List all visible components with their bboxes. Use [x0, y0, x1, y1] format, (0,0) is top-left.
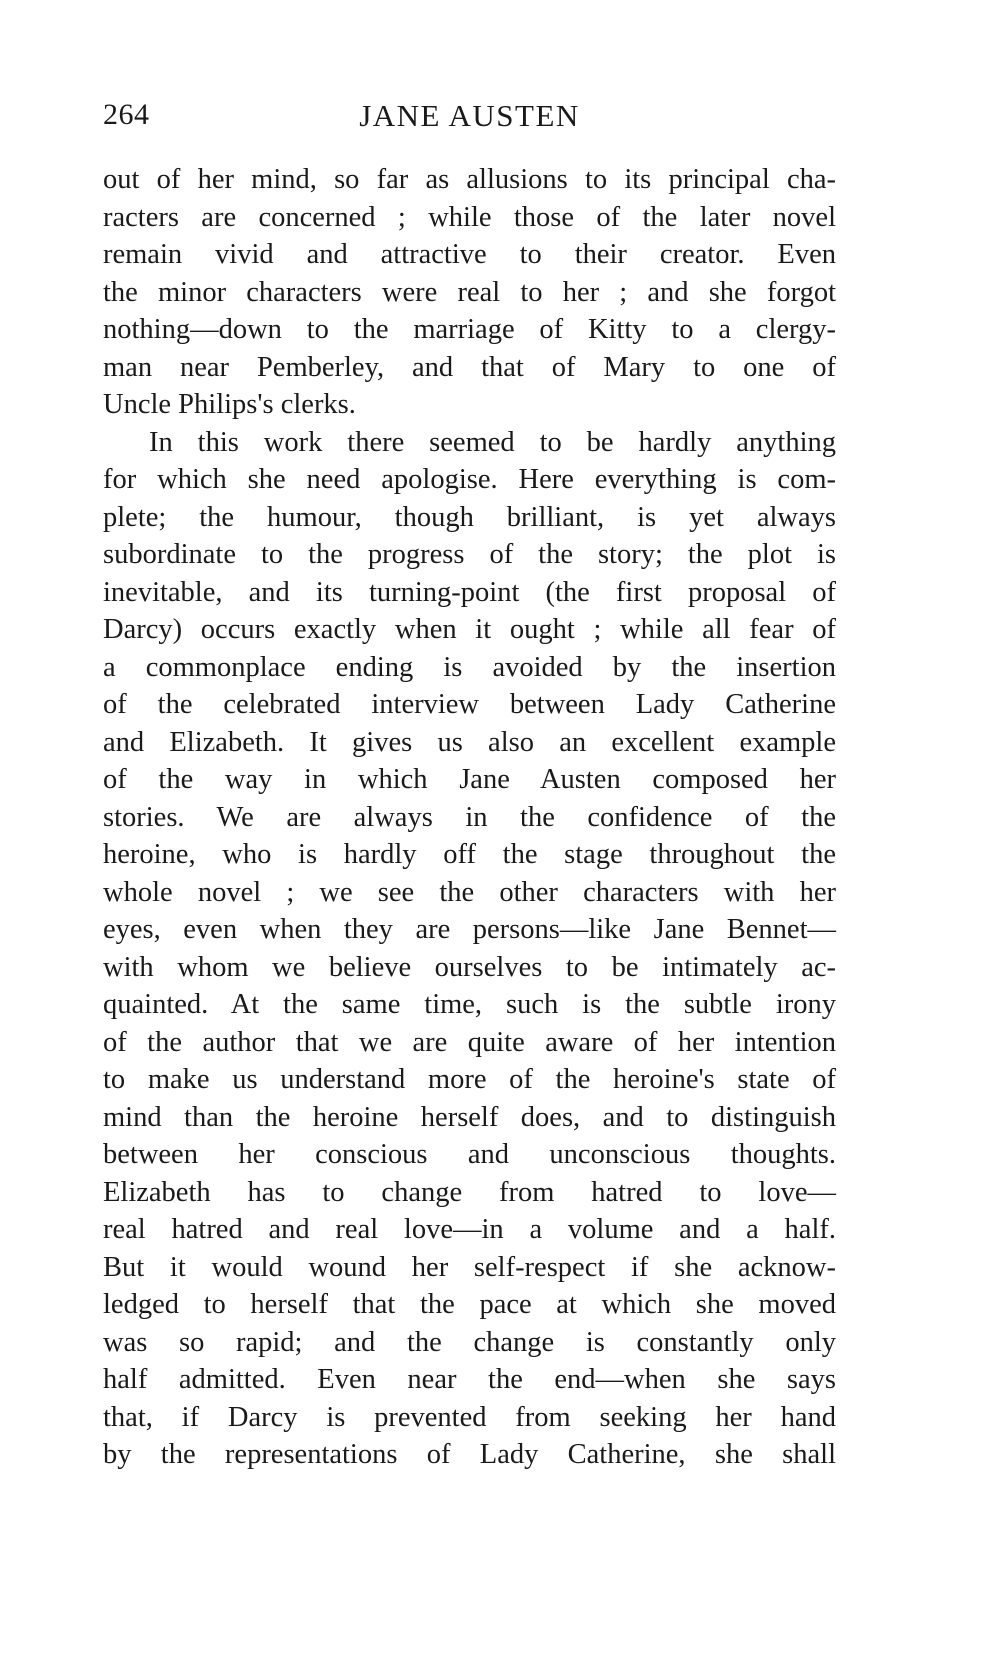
text-line: of the author that we are quite aware of her intention: [103, 1026, 836, 1058]
text-line: whole novel ; we see the other characters with her: [103, 876, 836, 908]
paragraph-1: [103, 161, 836, 424]
text-line: stories. We are always in the confidence of the: [103, 801, 836, 833]
text-line: Darcy) occurs exactly when it ought ; while all fear of: [103, 614, 836, 645]
text-line: ledged to herself that the pace at which she moved: [103, 1289, 836, 1320]
text-line: eyes, even when they are persons—like Jane Bennet—: [103, 914, 836, 945]
text-line: by the representations of Lady Catherine, she shall: [103, 1439, 836, 1470]
body-text: [103, 161, 836, 1474]
text-line: of the celebrated interview between Lady Catherine: [103, 689, 836, 720]
running-title: JANE AUSTEN: [359, 98, 580, 133]
text-line: remain vivid and attractive to their creator. Even: [103, 239, 836, 270]
text-line: Uncle Philips's clerks.: [103, 389, 356, 420]
page-number: 264: [103, 98, 150, 131]
text-line: to make us understand more of the heroine's state of: [103, 1064, 836, 1095]
text-line: man near Pemberley, and that of Mary to one of: [103, 351, 836, 383]
text-line: was so rapid; and the change is constantly only: [103, 1326, 836, 1358]
text-line: a commonplace ending is avoided by the insertion: [103, 651, 836, 683]
paragraph-2: [103, 424, 836, 1474]
text-line: quainted. At the same time, such is the subtle irony: [103, 989, 836, 1020]
text-line: Elizabeth has to change from hatred to love—: [103, 1176, 836, 1208]
text-line: inevitable, and its turning-point (the first proposal of: [103, 576, 836, 608]
text-line: out of her mind, so far as allusions to its principal cha-: [103, 164, 836, 195]
text-line: plete; the humour, though brilliant, is yet always: [103, 501, 836, 533]
text-line: heroine, who is hardly off the stage throughout the: [103, 839, 836, 870]
text-line: between her conscious and unconscious thoughts.: [103, 1139, 836, 1170]
text-line: mind than the heroine herself does, and to distinguish: [103, 1101, 836, 1133]
text-line: In this work there seemed to be hardly anything: [149, 426, 836, 458]
page-header: [103, 98, 836, 148]
text-line: real hatred and real love—in a volume and a half.: [103, 1214, 836, 1245]
text-line: that, if Darcy is prevented from seeking her hand: [103, 1401, 836, 1433]
text-line: for which she need apologise. Here everything is com-: [103, 464, 836, 495]
text-line: But it would wound her self-respect if she acknow-: [103, 1251, 836, 1283]
text-line: and Elizabeth. It gives us also an excellent example: [103, 726, 836, 758]
text-line: with whom we believe ourselves to be intimately ac-: [103, 951, 836, 983]
text-line: the minor characters were real to her ; and she forgot: [103, 276, 836, 308]
text-line: half admitted. Even near the end—when she says: [103, 1364, 836, 1395]
text-line: racters are concerned ; while those of the later novel: [103, 201, 836, 233]
text-line: nothing—down to the marriage of Kitty to a clergy-: [103, 314, 836, 345]
text-line: of the way in which Jane Austen composed her: [103, 764, 836, 795]
text-line: subordinate to the progress of the story; the plot is: [103, 539, 836, 570]
